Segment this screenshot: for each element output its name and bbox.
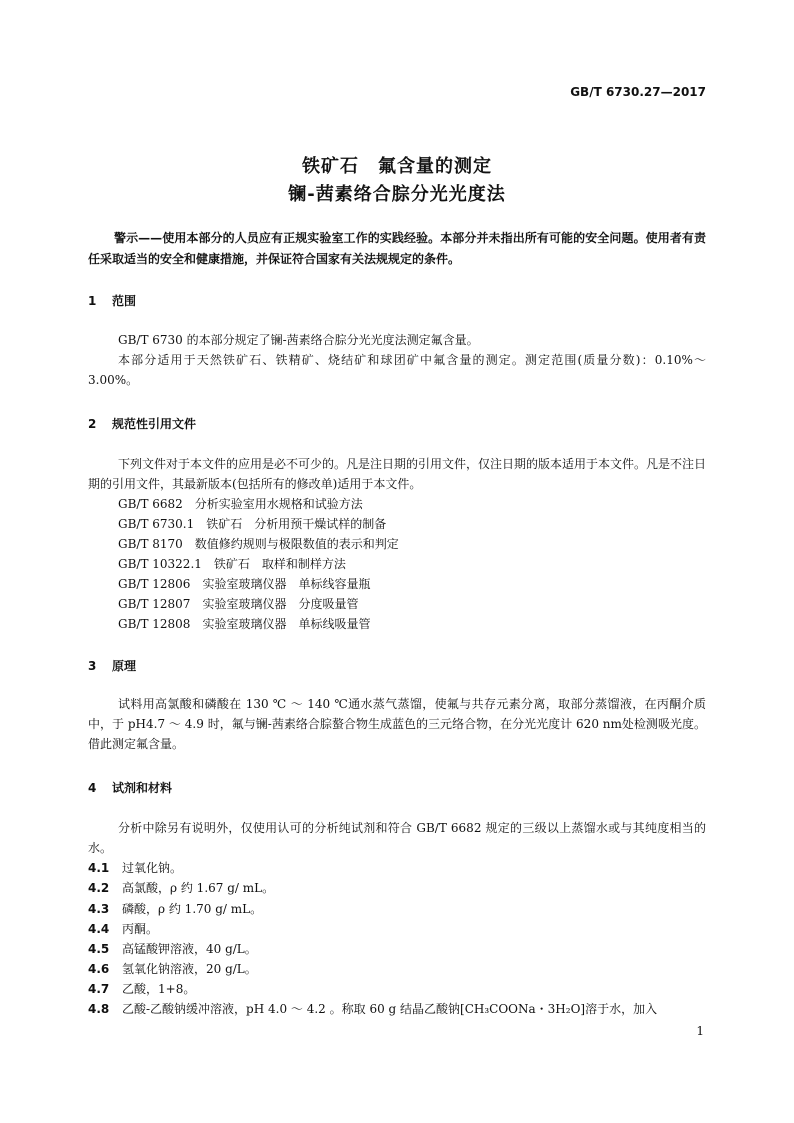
item-text: 乙酸-乙酸钠缓冲溶液，pH 4.0 ～ 4.2 。称取 60 g 结晶乙酸钠[CH₃COONa・3H₂O]溶于水，加入 bbox=[122, 1002, 658, 1016]
section-1-paragraph-2: 本部分适用于天然铁矿石、铁精矿、烧结矿和球团矿中氟含量的测定。测定范围(质量分数)：0.10%～3.00%。 bbox=[88, 353, 706, 387]
reference-item: GB/T 12808 实验室玻璃仪器 单标线吸量管 bbox=[118, 617, 371, 631]
reference-item: GB/T 6730.1 铁矿石 分析用预干燥试样的制备 bbox=[118, 517, 387, 531]
reference-item: GB/T 8170 数值修约规则与极限数值的表示和判定 bbox=[118, 537, 399, 551]
section-3-heading bbox=[88, 657, 136, 674]
item-text: 丙酮。 bbox=[122, 922, 159, 936]
section-4-heading bbox=[88, 779, 172, 796]
section-2-paragraph-1: 下列文件对于本文件的应用是必不可少的。凡是注日期的引用文件，仅注日期的版本适用于本文件。凡是不注日期的引用文件，其最新版本(包括所有的修改单)适用于本文件。 bbox=[88, 457, 707, 491]
list-item bbox=[88, 939, 706, 959]
page-number: 1 bbox=[696, 1024, 704, 1038]
list-item bbox=[88, 999, 706, 1019]
section-title: 范围 bbox=[112, 294, 137, 308]
item-text: 乙酸，1+8。 bbox=[122, 982, 196, 996]
section-title: 原理 bbox=[112, 659, 137, 673]
item-number: 4.6 bbox=[88, 962, 110, 976]
reference-item: GB/T 12807 实验室玻璃仪器 分度吸量管 bbox=[118, 597, 359, 611]
item-number: 4.5 bbox=[88, 942, 110, 956]
section-title: 规范性引用文件 bbox=[112, 417, 197, 431]
list-item bbox=[88, 878, 706, 898]
section-1-paragraph-1: GB/T 6730 的本部分规定了镧-茜素络合腙分光光度法测定氟含量。 bbox=[118, 333, 479, 347]
item-text: 磷酸，ρ 约 1.70 g/ mL。 bbox=[122, 902, 263, 916]
list-item bbox=[88, 899, 706, 919]
item-number: 4.2 bbox=[88, 881, 110, 895]
list-item bbox=[88, 919, 706, 939]
list-item bbox=[88, 979, 706, 999]
list-item bbox=[88, 959, 706, 979]
section-2-heading bbox=[88, 415, 196, 432]
list-item bbox=[88, 858, 706, 878]
section-number: 4 bbox=[88, 781, 97, 795]
item-text: 氢氧化钠溶液，20 g/L。 bbox=[122, 962, 257, 976]
reference-item: GB/T 10322.1 铁矿石 取样和制样方法 bbox=[118, 557, 346, 571]
section-number: 3 bbox=[88, 659, 97, 673]
item-text: 高锰酸钾溶液，40 g/L。 bbox=[122, 942, 257, 956]
item-text: 过氧化钠。 bbox=[122, 861, 183, 875]
document-title-line1: 铁矿石 氟含量的测定 bbox=[302, 156, 492, 177]
section-3-paragraph-1: 试料用高氯酸和磷酸在 130 ℃ ～ 140 ℃通水蒸气蒸馏，使氟与共存元素分离，取部分蒸馏液，在丙酮介质中，于 pH4.7 ～ 4.9 时，氟与镧-茜素络合腙螯合物生成蓝色的三元络合物，在分光光度计 620 nm处检测吸光度。借此测定氟含量。 bbox=[88, 697, 706, 751]
item-number: 4.8 bbox=[88, 1002, 110, 1016]
reference-item: GB/T 12806 实验室玻璃仪器 单标线容量瓶 bbox=[118, 577, 371, 591]
standard-code: GB/T 6730.27—2017 bbox=[570, 85, 706, 99]
safety-warning: 警示——使用本部分的人员应有正规实验室工作的实践经验。本部分并未指出所有可能的安全问题。使用者有责任采取适当的安全和健康措施，并保证符合国家有关法规规定的条件。 bbox=[88, 231, 706, 266]
section-number: 1 bbox=[88, 294, 97, 308]
item-number: 4.4 bbox=[88, 922, 110, 936]
document-title-line2: 镧-茜素络合腙分光光度法 bbox=[288, 184, 506, 205]
item-text: 高氯酸，ρ 约 1.67 g/ mL。 bbox=[122, 881, 275, 895]
item-number: 4.3 bbox=[88, 902, 110, 916]
section-number: 2 bbox=[88, 417, 97, 431]
section-4-paragraph-1: 分析中除另有说明外，仅使用认可的分析纯试剂和符合 GB/T 6682 规定的三级以上蒸馏水或与其纯度相当的水。 bbox=[88, 821, 706, 855]
reference-item: GB/T 6682 分析实验室用水规格和试验方法 bbox=[118, 497, 363, 511]
item-number: 4.1 bbox=[88, 861, 110, 875]
item-number: 4.7 bbox=[88, 982, 110, 996]
section-1-heading bbox=[88, 292, 136, 309]
section-title: 试剂和材料 bbox=[112, 781, 173, 795]
